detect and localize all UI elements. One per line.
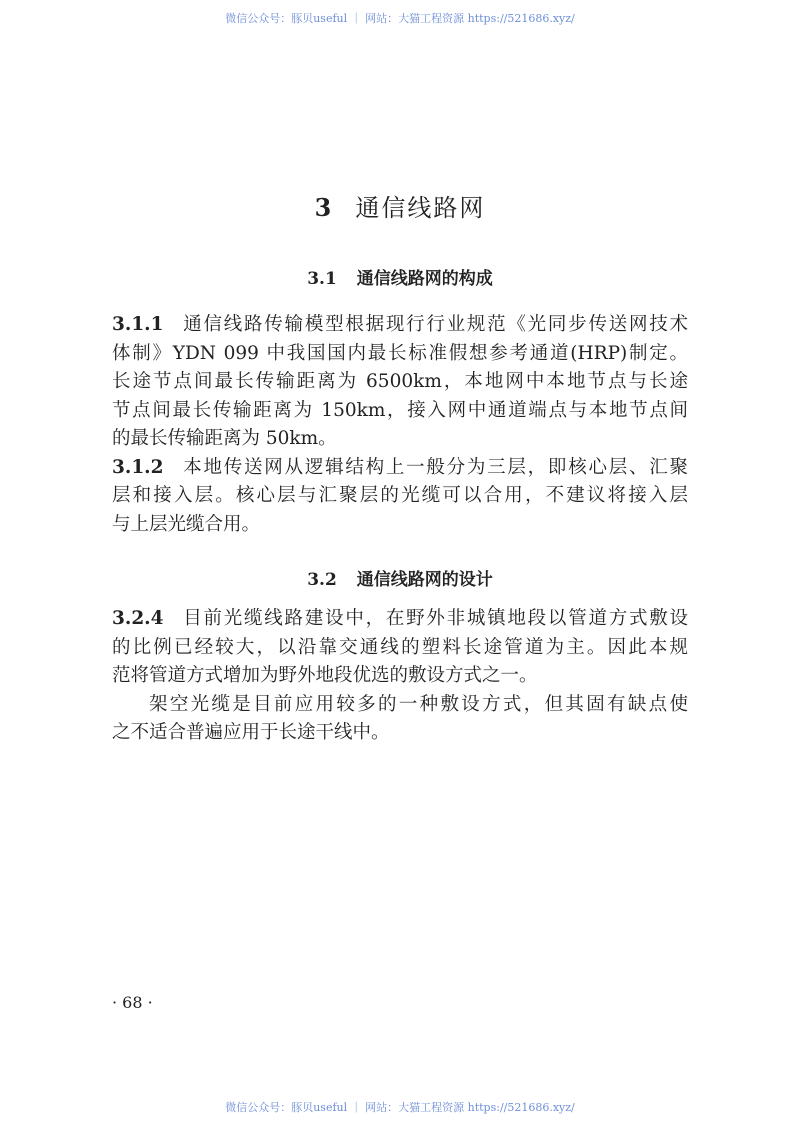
- text-line: 节点间最长传输距离为 150km，接入网中通道端点与本地节点间: [112, 399, 688, 421]
- text-line: 与上层光缆合用。: [112, 513, 261, 535]
- section-title: 通信线路网的构成: [356, 269, 493, 289]
- text-line: 长途节点间最长传输距离为 6500km，本地网中本地节点与长途: [112, 371, 688, 392]
- text-line: 目前光缆线路建设中，在野外非城镇地段以管道方式敷设: [181, 608, 688, 629]
- page-number: · 68 ·: [112, 993, 153, 1012]
- section-heading-3-2: [0, 565, 800, 590]
- text-line: 范将管道方式增加为野外地段优选的敷设方式之一。: [112, 665, 538, 686]
- clause-number: 3.1.2: [112, 456, 164, 478]
- watermark-top: 微信公众号：豚贝useful ｜ 网站：大猫工程资源 https://521686.xyz/: [225, 12, 575, 25]
- text-line: 架空光缆是目前应用较多的一种敷设方式，但其固有缺点使: [149, 693, 688, 715]
- section-title: 通信线路网的设计: [356, 570, 493, 590]
- clause-3-2-4: [112, 605, 688, 748]
- text-line: 通信线路传输模型根据现行行业规范《光同步传送网技术: [181, 314, 688, 335]
- text-line: 的比例已经较大，以沿靠交通线的塑料长途管道为主。因此本规: [112, 636, 688, 658]
- section-number: 3.1: [307, 269, 337, 289]
- chapter-title-text: 通信线路网: [355, 194, 486, 222]
- text-line: 层和接入层。核心层与汇聚层的光缆可以合用，不建议将接入层: [112, 485, 688, 506]
- clause-3-1-1: [112, 311, 688, 539]
- text-line: 之不适合普遍应用于长途干线中。: [112, 722, 390, 743]
- watermark-bottom: 微信公众号：豚贝useful ｜ 网站：大猫工程资源 https://521686.xyz/: [225, 1101, 575, 1114]
- text-line: 体制》YDN 099 中我国国内最长标准假想参考通道(HRP)制定。: [112, 342, 688, 364]
- section-heading-3-1: [0, 264, 800, 289]
- section-number: 3.2: [307, 570, 337, 590]
- clause-number: 3.2.4: [112, 608, 164, 629]
- clause-number: 3.1.1: [112, 314, 164, 335]
- chapter-number: 3: [314, 193, 334, 222]
- text-line: 本地传送网从逻辑结构上一般分为三层，即核心层、汇聚: [181, 456, 688, 478]
- text-line: 的最长传输距离为 50km。: [112, 428, 337, 449]
- chapter-title: [0, 188, 800, 223]
